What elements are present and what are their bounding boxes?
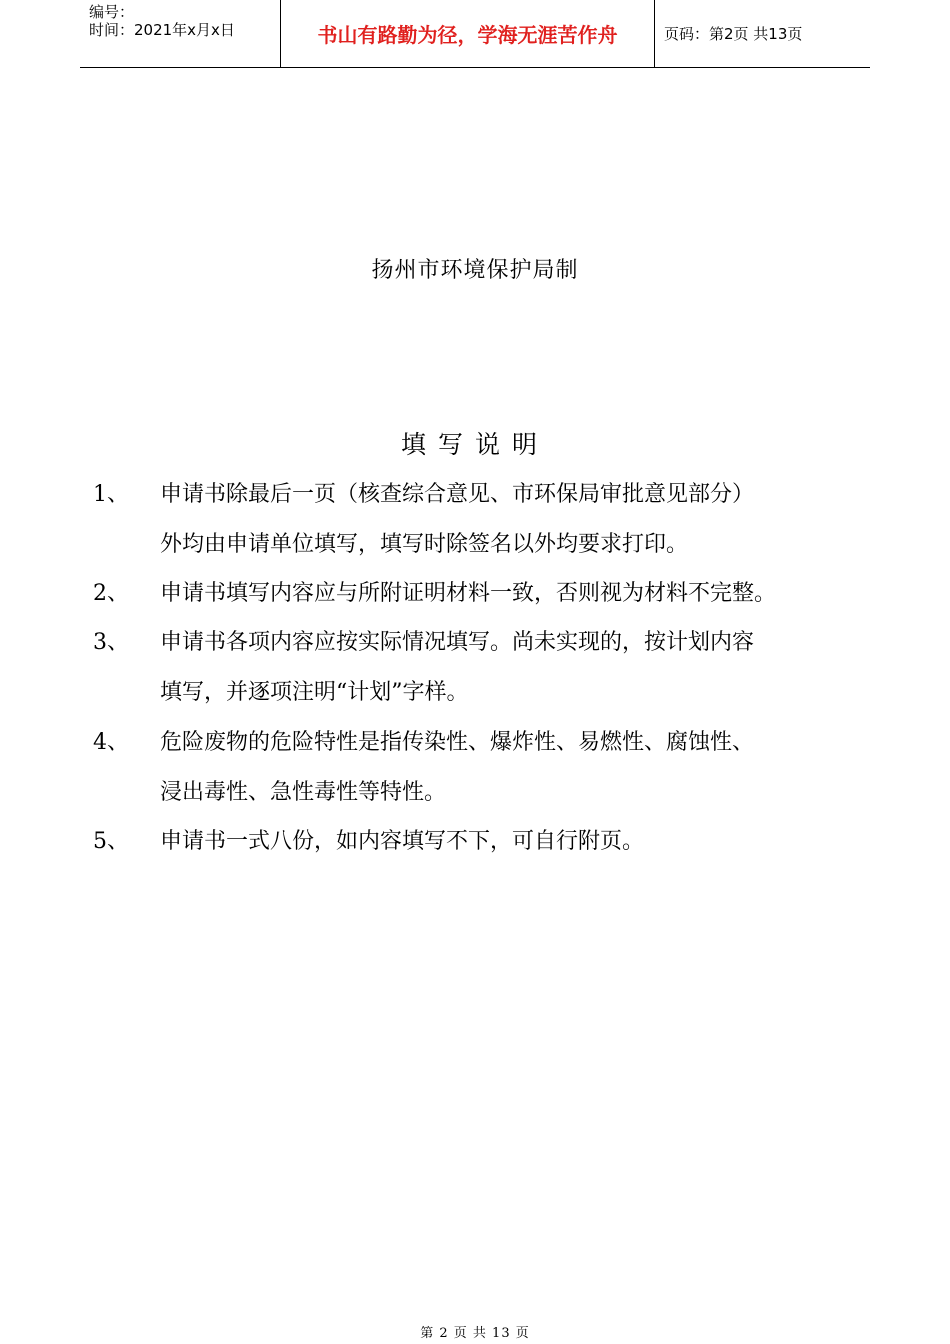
instruction-number: 2、	[93, 581, 129, 606]
section-title: 填写说明	[400, 430, 549, 459]
instruction-number: 3、	[93, 630, 129, 655]
instruction-line: 填写，并逐项注明“计划”字样。	[160, 680, 469, 705]
instruction-line: 申请书各项内容应按实际情况填写。尚未实现的，按计划内容	[160, 630, 755, 655]
instruction-number: 4、	[93, 730, 129, 755]
instruction-line: 危险废物的危险特性是指传染性、爆炸性、易燃性、腐蚀性、	[160, 730, 755, 755]
header-meta	[80, 0, 281, 67]
instruction-number: 5、	[93, 829, 129, 854]
instruction-text	[160, 569, 880, 619]
page-footer: 第 2 页 共 13 页	[420, 1326, 530, 1341]
instruction-line: 申请书除最后一页（核查综合意见、市环保局审批意见部分）	[160, 482, 755, 507]
instruction-text	[160, 718, 880, 818]
document-number-label: 编号：	[89, 3, 135, 21]
page-header	[80, 0, 870, 68]
instruction-line: 外均由申请单位填写，填写时除签名以外均要求打印。	[160, 532, 689, 557]
instruction-line: 浸出毒性、急性毒性等特性。	[160, 780, 447, 805]
instruction-text	[160, 618, 880, 718]
instruction-text	[160, 470, 880, 570]
document-time: 时间：2021年x月x日	[89, 21, 235, 39]
header-motto: 书山有路勤为径，学海无涯苦作舟	[281, 0, 655, 67]
instruction-line: 申请书填写内容应与所附证明材料一致，否则视为材料不完整。	[160, 581, 777, 606]
instruction-text	[160, 817, 880, 867]
instruction-number: 1、	[93, 482, 129, 507]
issuing-authority: 扬州市环境保护局制	[371, 258, 579, 283]
header-page-info: 页码：第2页 共13页	[664, 25, 803, 43]
instruction-line: 申请书一式八份，如内容填写不下，可自行附页。	[160, 829, 645, 854]
